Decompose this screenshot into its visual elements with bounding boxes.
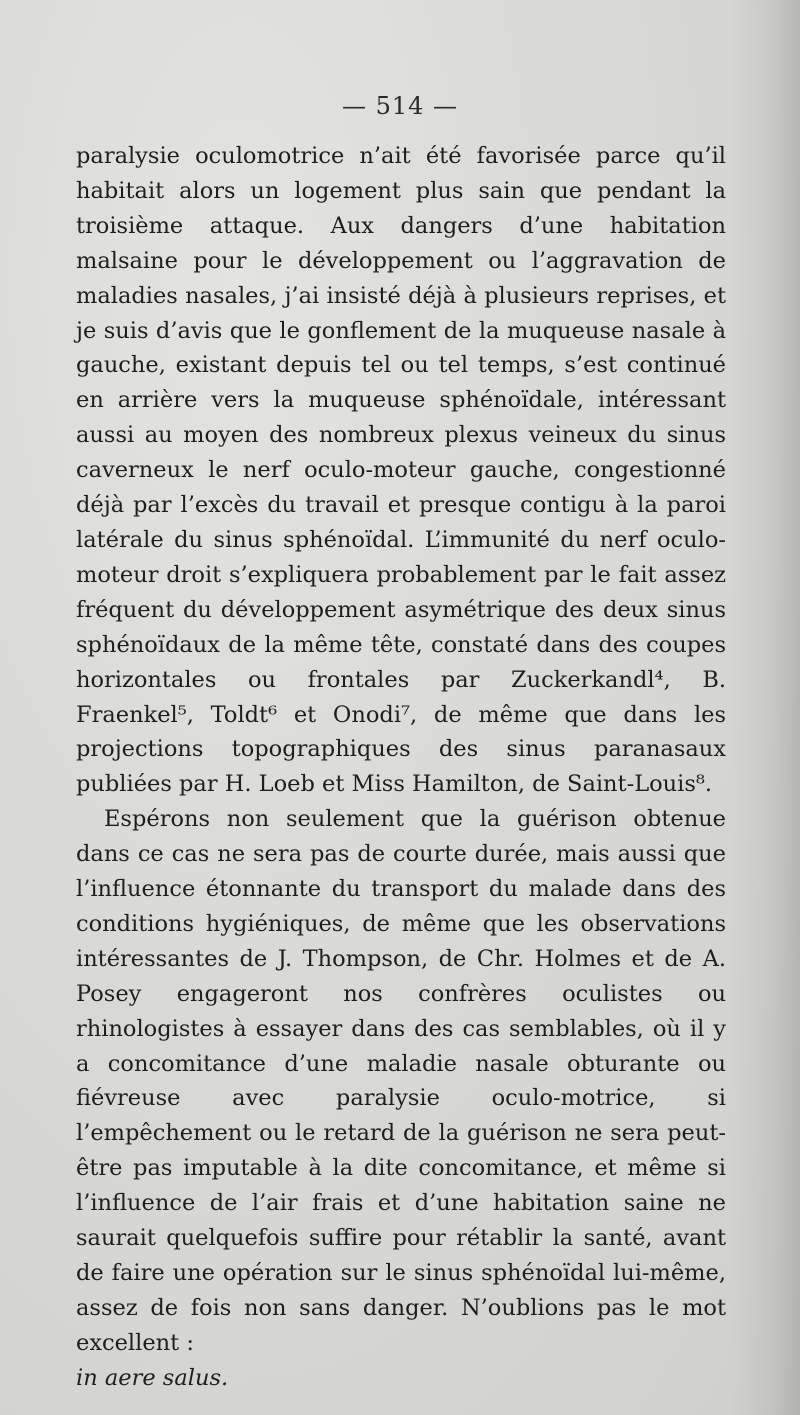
page-number: — 514 — [341, 92, 459, 120]
paragraph-1: paralysie oculomotrice n’ait été favorisée parce qu’il habitait alors un logement plus sain que pendant la troisième attaque. Aux dangers d’une habitation malsaine pour le développement ou l’aggravation de maladies nasales, j’ai insisté déjà à plusieurs reprises, et je suis d’avis que le gonflement de la muqueuse nasale à gauche, existant depuis tel ou tel temps, s’est continué en arrière vers la muqueuse sphénoïdale, intéressant aussi au moyen des nombreux plexus veineux du sinus caverneux le nerf oculo-moteur gauche, congestionné déjà par l’excès du travail et presque contigu à la paroi latérale du sinus sphénoïdal. L’immunité du nerf oculo-moteur droit s’expliquera probablement par le fait assez fréquent du développement asymétrique des deux sinus sphénoïdaux de la même tête, constaté dans des coupes horizontales ou frontales par Zuckerkandl⁴, B. Fraenkel⁵, Toldt⁶ et Onodi⁷, de même que dans les projections topographiques des sinus paranasaux publiées par H. Loeb et Miss Hamilton, de Saint-Louis⁸. [76, 143, 726, 798]
closing-phrase: in aere salus. [76, 1364, 229, 1391]
body-text [76, 139, 726, 1396]
page-edge-shadow [730, 0, 800, 1415]
paragraph-2-text: Espérons non seulement que la guérison obtenue dans ce cas ne sera pas de courte durée, mais aussi que l’influence étonnante du transport du malade dans des conditions hygiéniques, de même que les observations intéressantes de J. Thompson, de Chr. Holmes et de A. Posey engageront nos confrères oculistes ou rhinologistes à essayer dans des cas semblables, où il y a concomitance d’une maladie nasale obturante ou fiévreuse avec paralysie oculo-motrice, si l’empêchement ou le retard de la guérison ne sera peut-être pas imputable à la dite concomitance, et même si l’influence de l’air frais et d’une habitation saine ne saurait quelquefois suffire pour rétablir la santé, avant de faire une opération sur le sinus sphénoïdal lui-même, assez de fois non sans danger. N’oublions pas le mot excellent : [76, 806, 726, 1356]
paragraph-2 [76, 802, 726, 1395]
